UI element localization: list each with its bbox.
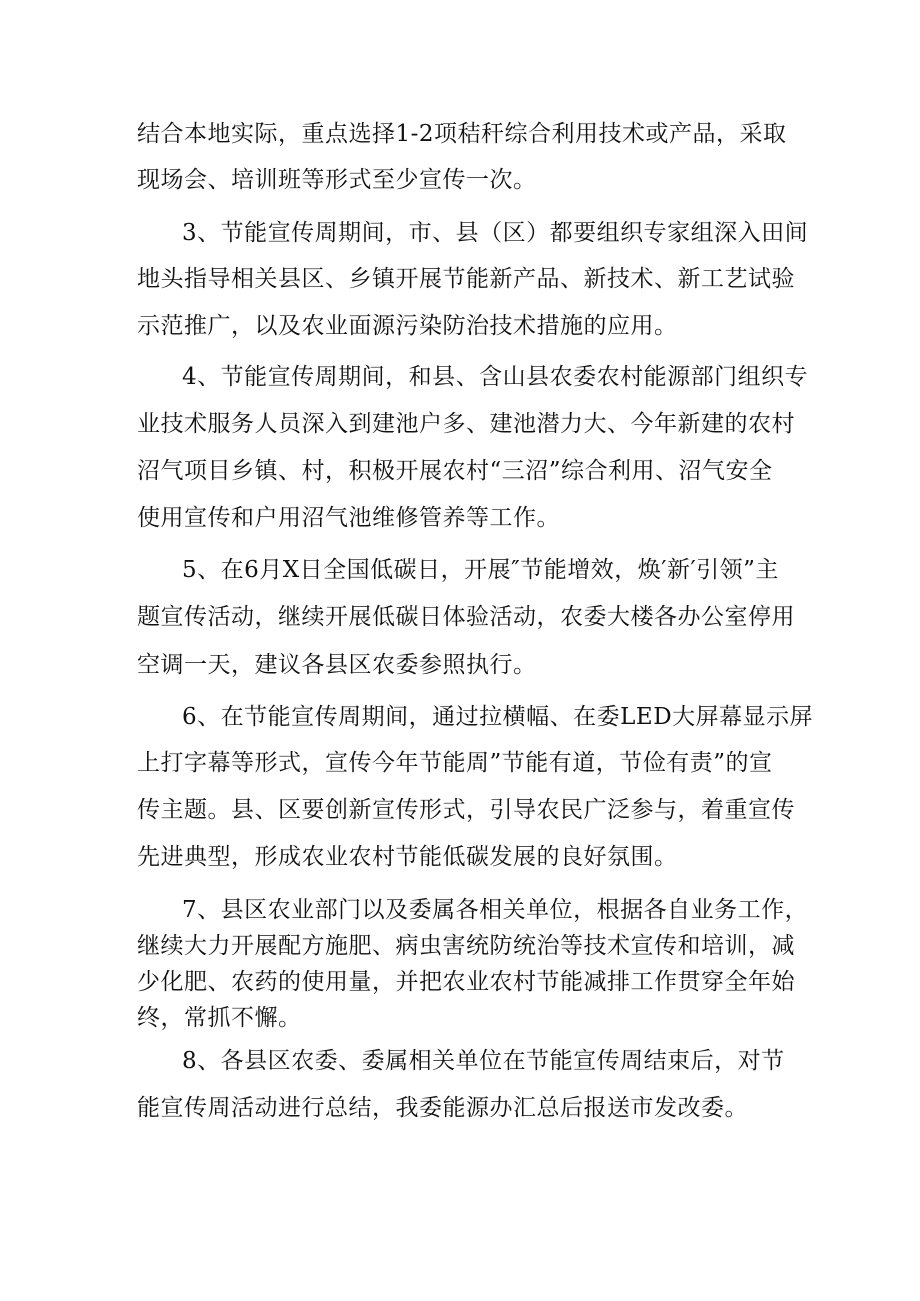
paragraph-line: 使用宣传和户用沼气池维修管养等工作。	[137, 505, 560, 531]
paragraph-line: 3、节能宣传周期间，市、县（区）都要组织专家组深入田间	[182, 220, 809, 246]
paragraph-line: 沼气项目乡镇、村，积极开展农村“三沼”综合利用、沼气安全	[137, 458, 773, 484]
paragraph-line: 6、在节能宣传周期间，通过拉横幅、在委LED大屏幕显示屏	[182, 704, 814, 730]
paragraph-line: 先进典型，形成农业农村节能低碳发展的良好氛围。	[137, 844, 678, 870]
paragraph-line: 传主题。县、区要创新宣传形式，引导农民广泛参与，着重宣传	[137, 797, 795, 823]
paragraph-line: 地头指导相关县区、乡镇开展节能新产品、新技术、新工艺试验	[137, 266, 795, 292]
paragraph-line: 示范推广，以及农业面源污染防治技术措施的应用。	[137, 313, 678, 339]
paragraph-line: 上打字幕等形式，宣传今年节能周”节能有道，节俭有责”的宣	[137, 750, 773, 776]
paragraph-line: 继续大力开展配方施肥、病虫害统防统治等技术宣传和培训，减	[137, 933, 795, 959]
paragraph-line: 5、在6月X日全国低碳日，开展″节能增效，焕′新′引领”主	[182, 557, 779, 583]
paragraph-line: 4、节能宣传周期间，和县、含山县农委农村能源部门组织专	[182, 364, 809, 390]
paragraph-line: 业技术服务人员深入到建池户多、建池潜力大、今年新建的农村	[137, 411, 795, 437]
paragraph-line: 能宣传周活动进行总结，我委能源办汇总后报送市发改委。	[137, 1095, 748, 1121]
paragraph-line: 8、各县区农委、委属相关单位在节能宣传周结束后，对节	[182, 1048, 785, 1074]
paragraph-line: 7、县区农业部门以及委属各相关单位，根据各自业务工作，	[182, 897, 809, 923]
paragraph-line: 结合本地实际，重点选择1-2项秸秆综合利用技术或产品，采取	[137, 121, 787, 147]
paragraph-line: 终，常抓不懈。	[137, 1005, 302, 1031]
paragraph-line: 现场会、培训班等形式至少宣传一次。	[137, 167, 537, 193]
paragraph-line: 空调一天，建议各县区农委参照执行。	[137, 652, 537, 678]
paragraph-line: 少化肥、农药的使用量，并把农业农村节能减排工作贯穿全年始	[137, 969, 795, 995]
paragraph-line: 题宣传活动，继续开展低碳日体验活动，农委大楼各办公室停用	[137, 604, 795, 630]
